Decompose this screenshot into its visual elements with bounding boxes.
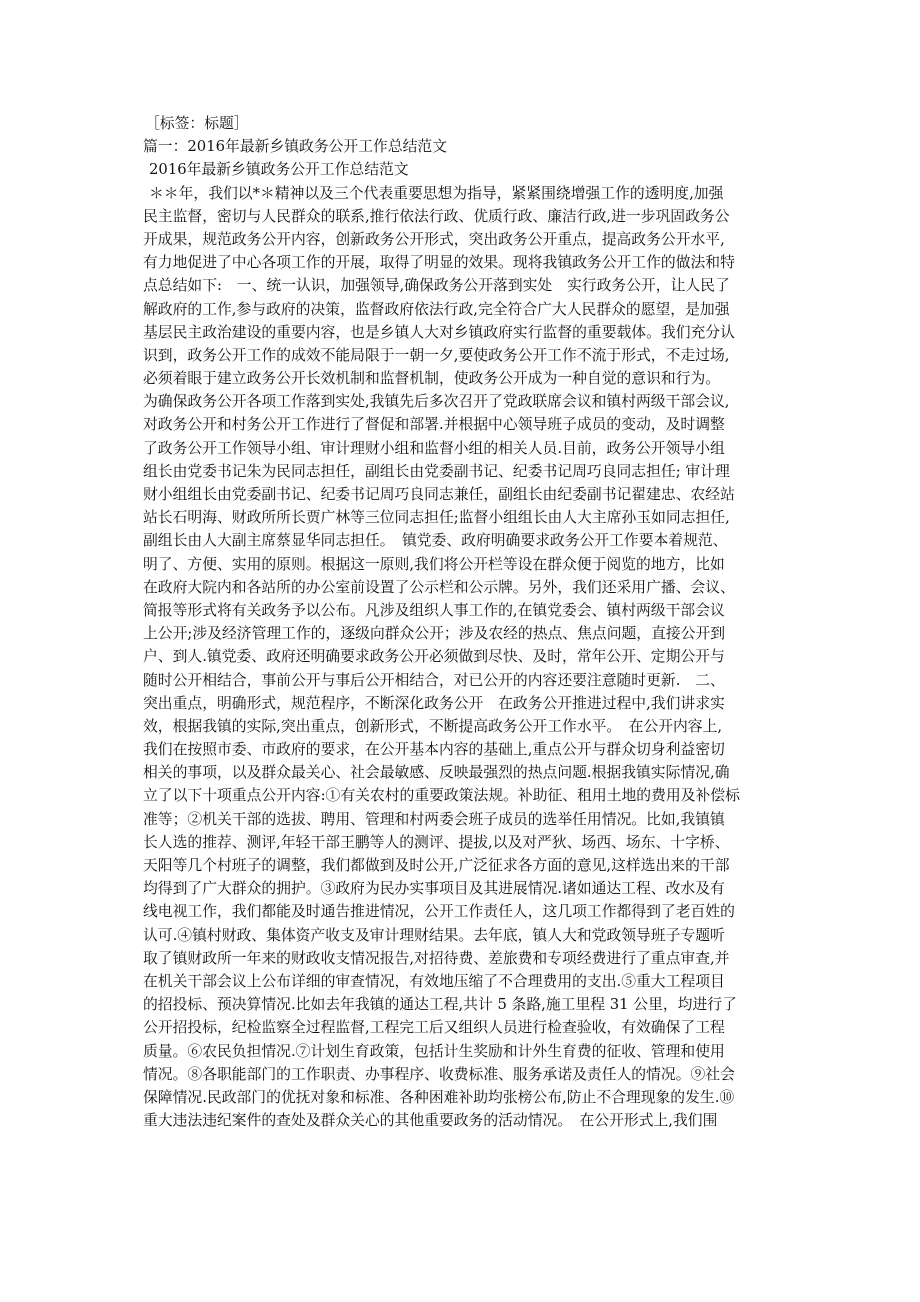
document-body: [143, 112, 783, 1132]
body-text-line: 财小组组长由党委副书记、纪委书记周巧良同志兼任，副组长由纪委副书记翟建忠、农经站: [143, 486, 735, 503]
body-text-line: 线电视工作，我们都能及时通告推进情况，公开工作责任人，这几项工作都得到了老百姓的: [143, 903, 735, 921]
body-text-line: 效，根据我镇的实际,突出重点，创新形式，不断提高政务公开工作水平。 在公开内容上,: [143, 717, 723, 735]
body-text-line: 开成果，规范政务公开内容，创新政务公开形式，突出政务公开重点，提高政务公开水平,: [143, 230, 725, 248]
body-text-line: 均得到了广大群众的拥护。③政府为民办实事项目及其进展情况.诸如通达工程、改水及有: [143, 880, 725, 898]
article-title: 2016年最新乡镇政务公开工作总结范文: [149, 161, 409, 179]
body-text-line: 民主监督，密切与人民群众的联系,推行依法行政、优质行政、廉洁行政,进一步巩固政务公: [143, 207, 730, 225]
body-text-line: 站长石明海、财政所所长贾广林等三位同志担任;监督小组组长由人大主席孙玉如同志担任,: [143, 509, 730, 527]
body-text-line: 组长由党委书记朱为民同志担任，副组长由党委副书记、纪委书记周巧良同志担任; 审计理: [143, 462, 730, 480]
body-text-line: 公开招投标，纪检监察全过程监督,工程完工后又组织人员进行检查验收，有效确保了工程: [143, 1019, 725, 1037]
body-text-line: 有力地促进了中心各项工作的开展，取得了明显的效果。现将我镇政务公开工作的做法和特: [143, 254, 735, 272]
body-text-line: 基层民主政治建设的重要内容，也是乡镇人大对乡镇政府实行监督的重要载体。我们充分认: [143, 323, 735, 341]
body-text-line: 长人选的推荐、测评,年轻干部王鹏等人的测评、提拔,以及对严狄、场西、场东、十字桥、: [143, 833, 730, 851]
body-text-line: 为确保政务公开各项工作落到实处,我镇先后多次召开了党政联席会议和镇村两级干部会议,: [143, 393, 730, 411]
body-text-line: 的招投标、预决算情况.比如去年我镇的通达工程,共计 5 条路,施工里程 31 公里，均进行了: [143, 996, 737, 1014]
body-text-line: 点总结如下: 一、统一认识，加强领导,确保政务公开落到实处 实行政务公开，让人民了: [143, 277, 730, 295]
body-text-line: 必须着眼于建立政务公开长效机制和监督机制，使政务公开成为一种自觉的意识和行为。: [143, 370, 721, 388]
body-text-line: 简报等形式将有关政务予以公布。凡涉及组织人事工作的,在镇党委会、镇村两级干部会议: [143, 601, 725, 619]
article-heading: 篇一：2016年最新乡镇政务公开工作总结范文: [143, 138, 448, 156]
body-text-line: 立了以下十项重点公开内容:①有关农村的重要政策法规。补助征、租用土地的费用及补偿标: [143, 787, 740, 805]
body-text-line: 解政府的工作,参与政府的决策，监督政府依法行政,完全符合广大人民群众的愿望，是加强: [143, 300, 730, 318]
body-text-line: 上公开;涉及经济管理工作的，逐级向群众公开；涉及农经的热点、焦点问题，直接公开到: [143, 625, 726, 643]
body-text-line: 认可.④镇村财政、集体资产收支及审计理财结果。去年底，镇人大和党政领导班子专题听: [143, 926, 725, 944]
body-text-line: 随时公开相结合，事前公开与事后公开相结合，对已公开的内容还要注意随时更新. 二、: [143, 671, 725, 689]
body-text-line: 天阳等几个村班子的调整，我们都做到及时公开,广泛征求各方面的意见,这样选出来的干部: [143, 857, 730, 874]
body-text-line: 副组长由人大副主席蔡显华同志担任。 镇党委、政府明确要求政务公开工作要本着规范、: [143, 532, 728, 550]
body-text-line: 相关的事项，以及群众最关心、社会最敏感、反映最强烈的热点问题.根据我镇实际情况,确: [143, 764, 730, 782]
tag-label: ［标签：标题］: [145, 115, 249, 132]
body-text-line: 情况。⑧各职能部门的工作职责、办事程序、收费标准、服务承诺及责任人的情况。⑨社会: [143, 1065, 735, 1083]
body-text-line: 户、到人.镇党委、政府还明确要求政务公开必须做到尽快、及时，常年公开、定期公开与: [143, 648, 725, 666]
body-text-line: 准等；②机关干部的选拔、聘用、管理和村两委会班子成员的选举任用情况。比如,我镇镇: [143, 810, 725, 828]
body-text-line: 在机关干部会议上公布详细的审查情况，有效地压缩了不合理费用的支出.⑤重大工程项目: [143, 972, 725, 990]
body-text-line: 重大违法违纪案件的查处及群众关心的其他重要政务的活动情况。 在公开形式上,我们围: [143, 1112, 718, 1130]
body-text-line: 在政府大院内和各站所的办公室前设置了公示栏和公示牌。另外，我们还采用广播、会议、: [143, 578, 735, 596]
body-text-line: 取了镇财政所一年来的财政收支情况报告,对招待费、差旅费和专项经费进行了重点审查,并: [143, 949, 730, 967]
body-text-line: 保障情况.民政部门的优抚对象和标准、各种困难补助均张榜公布,防止不合理现象的发生.⑩: [143, 1088, 735, 1106]
body-text-line: 识到，政务公开工作的成效不能局限于一朝一夕,要使政务公开工作不流于形式，不走过场,: [143, 346, 730, 364]
body-text-line: 明了、方便、实用的原则。根据这一原则,我们将公开栏等设在群众便于阅览的地方，比如: [143, 555, 725, 573]
body-text-line: ＊＊年，我们以*＊精神以及三个代表重要思想为指导，紧紧围绕增强工作的透明度,加强: [149, 184, 724, 202]
body-text-line: 我们在按照市委、市政府的要求，在公开基本内容的基础上,重点公开与群众切身利益密切: [143, 741, 725, 759]
body-text-line: 对政务公开和村务公开工作进行了督促和部署.并根据中心领导班子成员的变动，及时调整: [143, 416, 725, 434]
body-text-line: 突出重点，明确形式，规范程序，不断深化政务公开 在政务公开推进过程中,我们讲求实: [143, 694, 725, 712]
body-text-line: 了政务公开工作领导小组、审计理财小组和监督小组的相关人员.目前，政务公开领导小组: [143, 439, 725, 457]
body-text-line: 质量。⑥农民负担情况.⑦计划生育政策，包括计生奖励和计外生育费的征收、管理和使用: [143, 1042, 725, 1060]
